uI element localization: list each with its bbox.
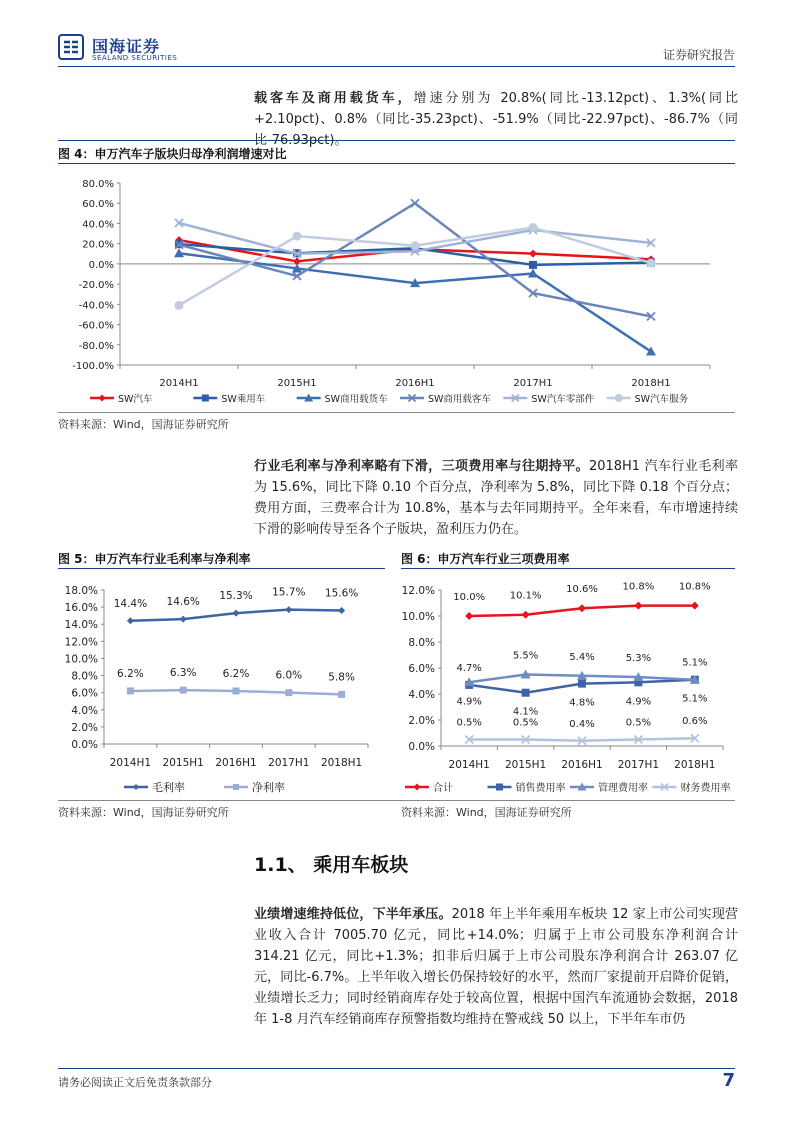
data-label: 5.5% (512, 650, 539, 662)
fig4-title-rule (58, 163, 735, 164)
paragraph3-text: 2018 年上半年乘用车板块 12 家上市公司实现营业收入合计 7005.70 亿元，同比+14.0%；归属于上市公司股东净利润合计 314.21 亿元，同比+1.3%；扣非后归属于上市公司股东净利润合计 263.07 亿元，同比-6.7%。上半年收入增长仍保持较好的水平，然而厂家提前开启降价促销，业绩增长乏力；同时经销商库存处于较高位置，根据中国汽车流通协会数据，2018 年 1-8 月汽车经销商库存预警指数均维持在警戒线 50 以上，下半年车市仍 (254, 907, 738, 1027)
data-point (522, 611, 530, 619)
data-label: 10.1% (509, 590, 542, 602)
legend-label: SW汽车零部件 (531, 394, 595, 405)
data-label: 0.5% (625, 717, 652, 729)
data-point (127, 687, 134, 694)
data-label: 10.0% (453, 592, 486, 603)
legend-label: 净利率 (252, 781, 285, 794)
legend-marker (414, 784, 421, 791)
fig4-source-rule (58, 412, 735, 413)
x-tick-label: 2014H1 (109, 757, 152, 769)
y-tick-label: 8.0% (71, 670, 98, 683)
paragraph-margins (254, 456, 738, 540)
x-tick-label: 2016H1 (395, 378, 435, 389)
data-point (293, 232, 302, 241)
x-tick-label: 2018H1 (631, 378, 671, 389)
y-tick-label: 12.0% (64, 636, 98, 649)
data-point (233, 610, 240, 617)
y-tick-label: -60.0% (78, 320, 114, 332)
data-label: 10.6% (566, 584, 598, 596)
data-label: 4.8% (569, 697, 595, 709)
data-label: 4.9% (625, 696, 652, 708)
paragraph3-lead: 业绩增速维持低位，下半年承压。 (254, 907, 452, 922)
y-tick-label: 80.0% (82, 179, 114, 190)
x-tick-label: 2016H1 (215, 757, 257, 769)
paragraph-passenger (254, 904, 738, 1030)
brand-logo-icon (58, 34, 84, 60)
legend-marker (615, 394, 623, 402)
y-tick-label: 2.0% (71, 721, 98, 734)
legend-marker (202, 395, 209, 402)
y-tick-label: 0.0% (408, 741, 435, 753)
y-tick-label: 4.0% (408, 689, 435, 701)
y-tick-label: 8.0% (408, 637, 435, 649)
data-point (338, 691, 345, 698)
x-tick-label: 2017H1 (617, 759, 660, 771)
series-line (179, 203, 651, 316)
footer-divider (58, 1068, 735, 1069)
page-number: 7 (722, 1070, 735, 1091)
fig6-chart (401, 572, 735, 798)
legend-label: SW商用载客车 (428, 394, 491, 405)
y-tick-label: 6.0% (408, 663, 435, 675)
fig5-6-source-rule (58, 800, 735, 801)
data-label: 0.5% (456, 717, 482, 729)
fig6-title: 图 6：申万汽车行业三项费用率 (401, 552, 570, 566)
data-point (522, 689, 530, 697)
data-point (127, 617, 134, 624)
paragraph2-lead: 行业毛利率与净利率略有下滑，三项费用率与往期持平。 (254, 459, 589, 474)
y-tick-label: 0.0% (71, 739, 98, 751)
legend-marker (233, 784, 239, 790)
data-label: 4.1% (512, 706, 539, 718)
x-tick-label: 2015H1 (504, 759, 547, 771)
intro-lead: 载客车及商用载货车， (254, 91, 414, 106)
data-point (411, 199, 419, 207)
x-tick-label: 2015H1 (277, 378, 317, 389)
data-label: 14.6% (166, 596, 200, 609)
paragraph2-text: 2018H1 汽车行业毛利率为 15.6%，同比下降 0.10 个百分点，净利率为 5.8%，同比下降 0.18 个百分点；费用方面，三费率合计为 10.8%，基本与去年同期持平。全年来看，车市增速持续下滑的影响传导至各个子版块，盈利压力仍在。 (254, 459, 738, 537)
x-tick-label: 2016H1 (561, 759, 603, 771)
data-label: 15.6% (324, 587, 359, 600)
data-point (285, 606, 292, 613)
data-label: 10.8% (678, 581, 711, 593)
y-tick-label: 2.0% (408, 715, 435, 727)
legend-label: 销售费用率 (515, 783, 566, 794)
fig5-chart (58, 572, 385, 798)
data-label: 6.2% (222, 667, 250, 680)
y-tick-label: -20.0% (78, 280, 114, 292)
x-tick-label: 2018H1 (320, 757, 363, 769)
data-point (465, 612, 473, 620)
data-point (338, 607, 345, 614)
fig4-title: 图 4：申万汽车子版块归母净利润增速对比 (58, 147, 287, 161)
x-tick-label: 2014H1 (159, 378, 199, 389)
data-label: 10.8% (622, 581, 655, 593)
legend-marker (496, 784, 503, 791)
data-point (691, 602, 699, 610)
data-point (529, 250, 537, 258)
legend-marker (133, 784, 139, 790)
legend-label: SW乘用车 (221, 394, 266, 405)
data-label: 6.2% (117, 667, 144, 680)
data-label: 5.1% (682, 693, 708, 705)
brand-subtitle: SEALAND SECURITIES (92, 54, 178, 62)
y-tick-label: 18.0% (64, 585, 98, 597)
data-label: 5.3% (625, 653, 652, 665)
y-tick-label: 40.0% (82, 219, 114, 231)
data-label: 0.5% (512, 717, 539, 729)
brand-name: 国海证券 (92, 37, 161, 56)
x-tick-label: 2018H1 (674, 759, 716, 771)
data-label: 0.6% (682, 716, 708, 728)
data-label: 15.7% (272, 586, 306, 599)
data-label: 14.4% (113, 597, 148, 610)
data-point (180, 616, 187, 623)
footer-disclaimer: 请务必阅读正文后免责条款部分 (58, 1076, 212, 1089)
data-label: 6.0% (275, 669, 303, 682)
report-type: 证券研究报告 (662, 48, 735, 62)
y-tick-label: 60.0% (82, 199, 114, 211)
legend-label: 财务费用率 (680, 783, 731, 794)
y-tick-label: -40.0% (78, 300, 114, 312)
y-tick-label: -80.0% (78, 340, 114, 352)
series-line (179, 227, 651, 305)
x-tick-label: 2017H1 (513, 378, 553, 389)
y-tick-label: 14.0% (64, 619, 98, 632)
intro-paragraph (254, 88, 738, 151)
legend-label: 毛利率 (152, 781, 185, 794)
y-tick-label: 6.0% (71, 687, 98, 700)
data-label: 4.7% (456, 662, 482, 674)
data-point (647, 259, 656, 268)
fig5-title: 图 5：申万汽车行业毛利率与净利率 (58, 552, 251, 566)
data-point (175, 301, 184, 310)
data-label: 0.4% (569, 718, 595, 730)
data-point (180, 687, 187, 694)
fig4-top-rule (58, 140, 735, 141)
y-tick-label: 12.0% (401, 585, 435, 597)
fig5-title-rule (58, 568, 385, 569)
legend-label: SW汽车 (118, 394, 153, 405)
fig4-source: 资料来源：Wind，国海证券研究所 (58, 418, 229, 431)
legend-label: 管理费用率 (598, 783, 648, 794)
y-tick-label: -100.0% (72, 361, 114, 372)
data-point (411, 241, 420, 250)
x-tick-label: 2015H1 (162, 757, 204, 769)
header-divider (58, 66, 735, 67)
data-point (233, 687, 240, 694)
y-tick-label: 0.0% (88, 259, 114, 271)
intro-text: 增速分别为 20.8%(同比-13.12pct)、1.3%(同比+2.10pct)、0.8%（同比-35.23pct)、-51.9%（同比-22.97pct)、-86.7%（同比-76.93pct)。 (254, 91, 738, 148)
data-label: 5.4% (569, 651, 595, 663)
data-label: 5.8% (328, 671, 355, 684)
fig4-chart (58, 168, 735, 410)
x-tick-label: 2014H1 (448, 759, 490, 771)
data-point (285, 689, 292, 696)
data-point (529, 261, 537, 269)
data-label: 6.3% (169, 667, 197, 680)
y-tick-label: 4.0% (71, 704, 98, 717)
y-tick-label: 10.0% (401, 611, 435, 623)
fig6-source: 资料来源：Wind，国海证券研究所 (401, 806, 572, 819)
legend-label: SW汽车服务 (634, 394, 689, 405)
data-point (578, 680, 586, 688)
data-point (634, 602, 642, 610)
y-tick-label: 20.0% (82, 239, 114, 251)
data-point (578, 604, 586, 612)
section-heading: 1.1、 乘用车板块 (254, 854, 409, 876)
data-point (529, 223, 538, 232)
data-label: 5.1% (682, 657, 708, 669)
legend-label: 合计 (433, 783, 453, 794)
fig5-source: 资料来源：Wind，国海证券研究所 (58, 806, 229, 819)
x-tick-label: 2017H1 (268, 757, 310, 769)
y-tick-label: 16.0% (64, 602, 98, 615)
legend-marker (99, 395, 106, 402)
legend-label: SW商用载货车 (324, 394, 388, 405)
data-label: 4.9% (456, 696, 482, 708)
y-tick-label: 10.0% (64, 653, 98, 666)
data-label: 15.3% (219, 590, 253, 603)
fig6-title-rule (401, 568, 735, 569)
